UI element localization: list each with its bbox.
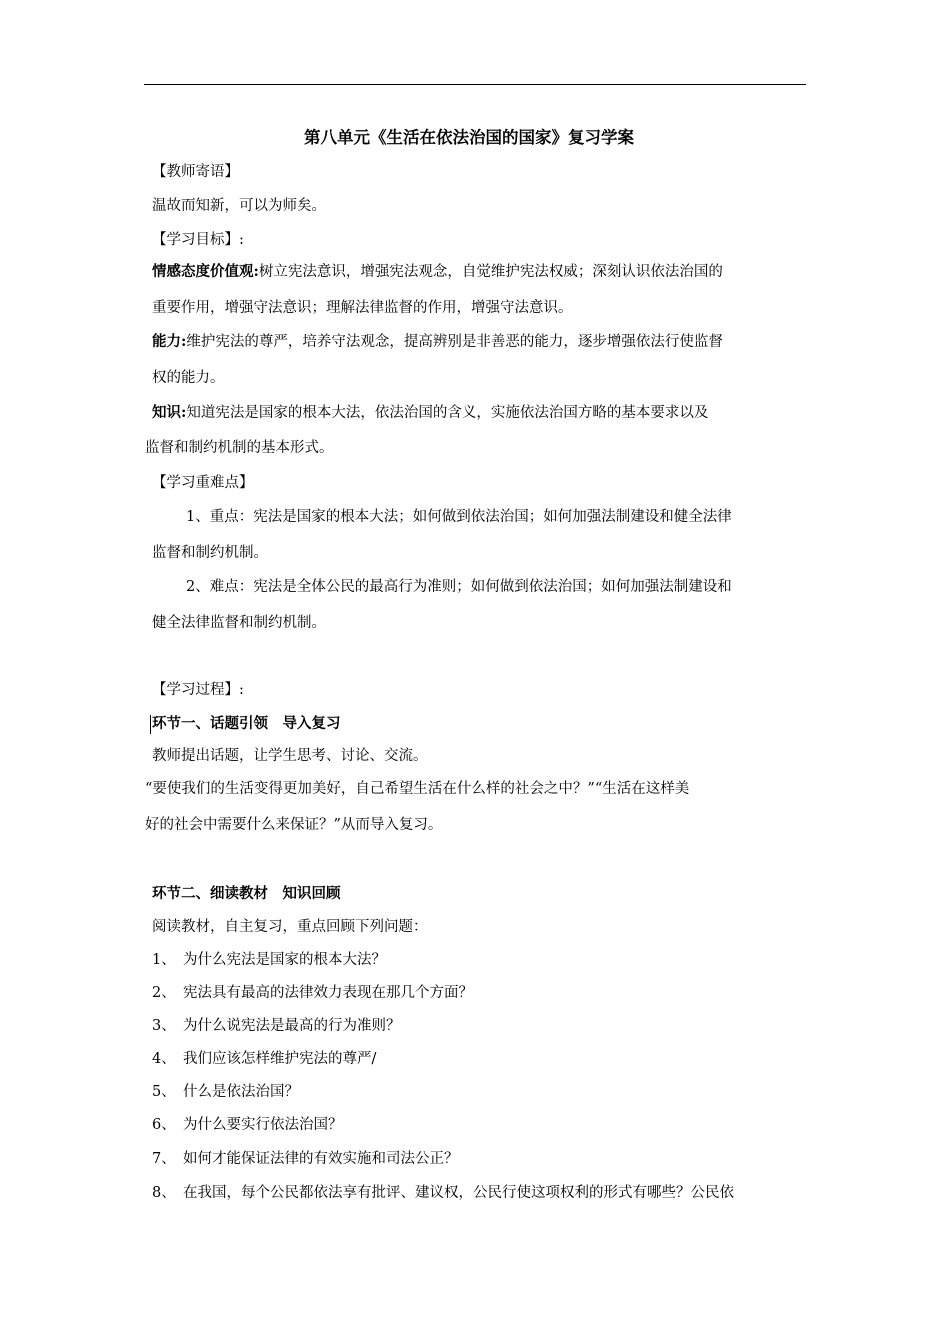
text-cursor: [150, 715, 151, 734]
question-item: 8、 在我国，每个公民都依法享有批评、建议权，公民行使这项权利的形式有哪些？公民依: [152, 1185, 734, 1201]
goal-emotion-text: 树立宪法意识，增强宪法观念，自觉维护宪法权威；深刻认识依法治国的: [258, 264, 723, 280]
key-point-line1: 1、重点：宪法是国家的根本大法；如何做到依法治国；如何加强法制建设和健全法律: [186, 509, 732, 525]
step1-quote-line1: “要使我们的生活变得更加美好，自己希望生活在什么样的社会之中？”“生活在这样美: [145, 781, 690, 797]
goal-knowledge-text: 知道宪法是国家的根本大法，依法治国的含义，实施依法治国方略的基本要求以及: [186, 405, 709, 421]
key-points-heading: 【学习重难点】: [152, 475, 254, 491]
header-rule: [144, 84, 806, 85]
goal-emotion-line2: 重要作用，增强守法意识；理解法律监督的作用，增强守法意识。: [152, 300, 573, 316]
question-item: 3、 为什么说宪法是最高的行为准则？: [152, 1018, 401, 1034]
difficult-point-line2: 健全法律监督和制约机制。: [152, 615, 326, 631]
goals-heading: 【学习目标】:: [152, 232, 244, 248]
teacher-words-heading: 【教师寄语】: [152, 164, 239, 180]
step1-title: 环节一、话题引领 导入复习: [152, 715, 341, 732]
goal-knowledge-label: 知识:: [152, 404, 187, 421]
question-item: 7、 如何才能保证法律的有效实施和司法公正？: [152, 1151, 459, 1167]
goal-ability-line1: [152, 332, 723, 352]
goal-ability-label: 能力:: [152, 333, 187, 350]
document-title: 第八单元《生活在依法治国的国家》复习学案: [304, 128, 634, 147]
key-point-line2: 监督和制约机制。: [152, 545, 268, 561]
goal-ability-text: 维护宪法的尊严，培养守法观念，提高辨别是非善恶的能力，逐步增强依法行使监督: [186, 334, 723, 350]
question-item: 5、 什么是依法治国？: [152, 1084, 299, 1100]
step1-text: 教师提出话题，让学生思考、讨论、交流。: [152, 748, 428, 764]
question-item: 1、 为什么宪法是国家的根本大法？: [152, 952, 386, 968]
difficult-point-line1: 2、难点：宪法是全体公民的最高行为准则；如何做到依法治国；如何加强法制建设和: [186, 579, 732, 595]
step2-text: 阅读教材，自主复习，重点回顾下列问题：: [152, 919, 428, 935]
teacher-words-text: 温故而知新，可以为师矣。: [152, 198, 326, 214]
goal-ability-line2: 权的能力。: [152, 370, 225, 386]
step2-title: 环节二、细读教材 知识回顾: [152, 885, 341, 902]
process-heading: 【学习过程】:: [152, 682, 244, 698]
goal-emotion-line1: [152, 262, 723, 282]
question-item: 2、 宪法具有最高的法律效力表现在那几个方面？: [152, 985, 473, 1001]
question-item: 4、 我们应该怎样维护宪法的尊严/: [152, 1051, 377, 1067]
goal-knowledge-line2: 监督和制约机制的基本形式。: [145, 440, 334, 456]
step1-quote-line2: 好的社会中需要什么来保证？”从而导入复习。: [145, 817, 443, 833]
goal-emotion-label: 情感态度价值观:: [152, 263, 259, 280]
goal-knowledge-line1: [152, 403, 708, 423]
question-item: 6、 为什么要实行依法治国？: [152, 1117, 343, 1133]
